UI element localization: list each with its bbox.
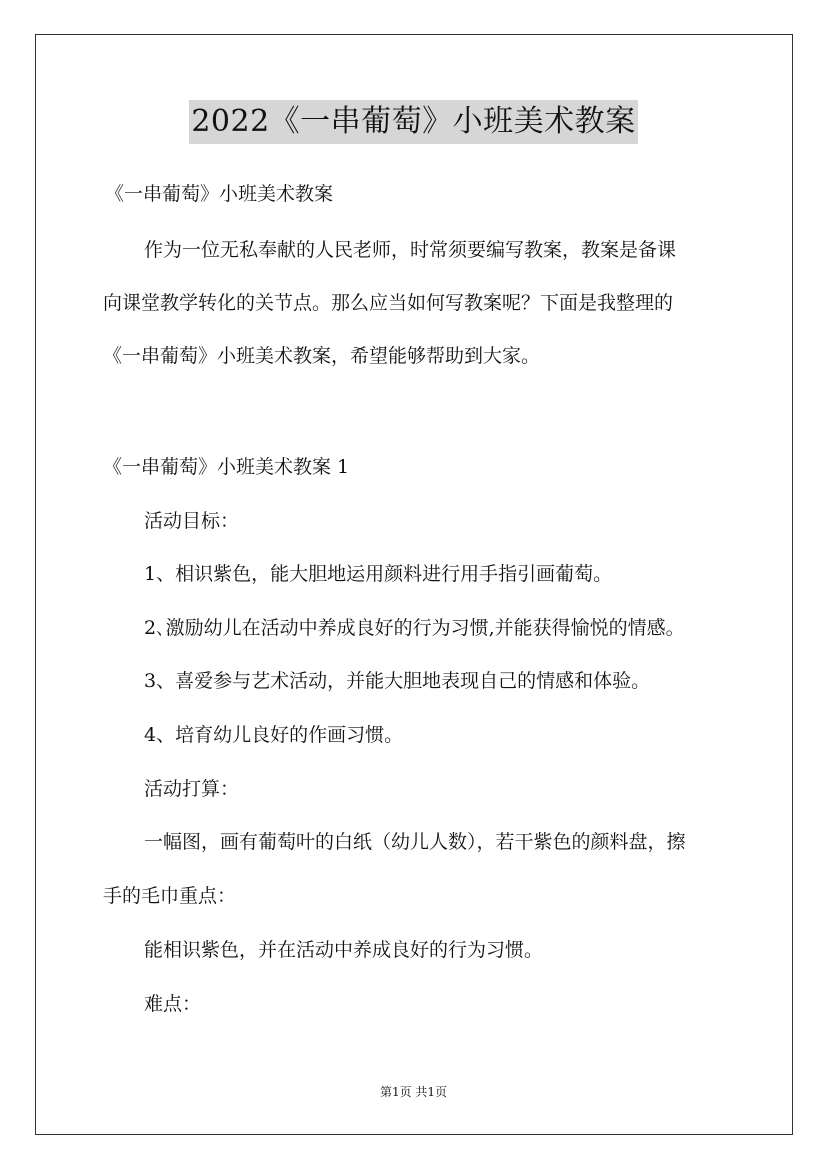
goal-item-4: 4、培育幼儿良好的作画习惯。 xyxy=(144,724,404,746)
intro-line-1: 作为一位无私奉献的人民老师，时常须要编写教案，教案是备课 xyxy=(144,239,677,261)
goal-item-3: 3、喜爱参与艺术活动，并能大胆地表现自己的情感和体验。 xyxy=(144,670,651,692)
title-container xyxy=(0,100,827,144)
goal-item-2: 2､激励幼儿在活动中养成良好的行为习惯,并能获得愉悦的情感。 xyxy=(144,617,685,639)
prep-line-2: 手的毛巾重点： xyxy=(103,885,237,907)
intro-line-3: 《一串葡萄》小班美术教案，希望能够帮助到大家。 xyxy=(103,345,541,367)
prep-heading: 活动打算： xyxy=(144,778,240,800)
page-footer: 第1页 共1页 xyxy=(379,1085,448,1099)
difficulty-heading: 难点： xyxy=(144,993,202,1015)
document-title: 2022《一串葡萄》小班美术教案 xyxy=(189,100,637,144)
prep-line-1: 一幅图，画有葡萄叶的白纸（幼儿人数），若干紫色的颜料盘，擦 xyxy=(144,831,686,853)
goals-heading: 活动目标： xyxy=(144,510,240,532)
goal-item-1: 1、相识紫色，能大胆地运用颜料进行用手指引画葡萄。 xyxy=(144,563,613,585)
subtitle: 《一串葡萄》小班美术教案 xyxy=(105,183,334,205)
intro-line-2: 向课堂教学转化的关节点。那么应当如何写教案呢？下面是我整理的 xyxy=(103,292,674,314)
key-point: 能相识紫色，并在活动中养成良好的行为习惯。 xyxy=(144,939,544,961)
section-heading: 《一串葡萄》小班美术教案 1 xyxy=(103,456,350,478)
